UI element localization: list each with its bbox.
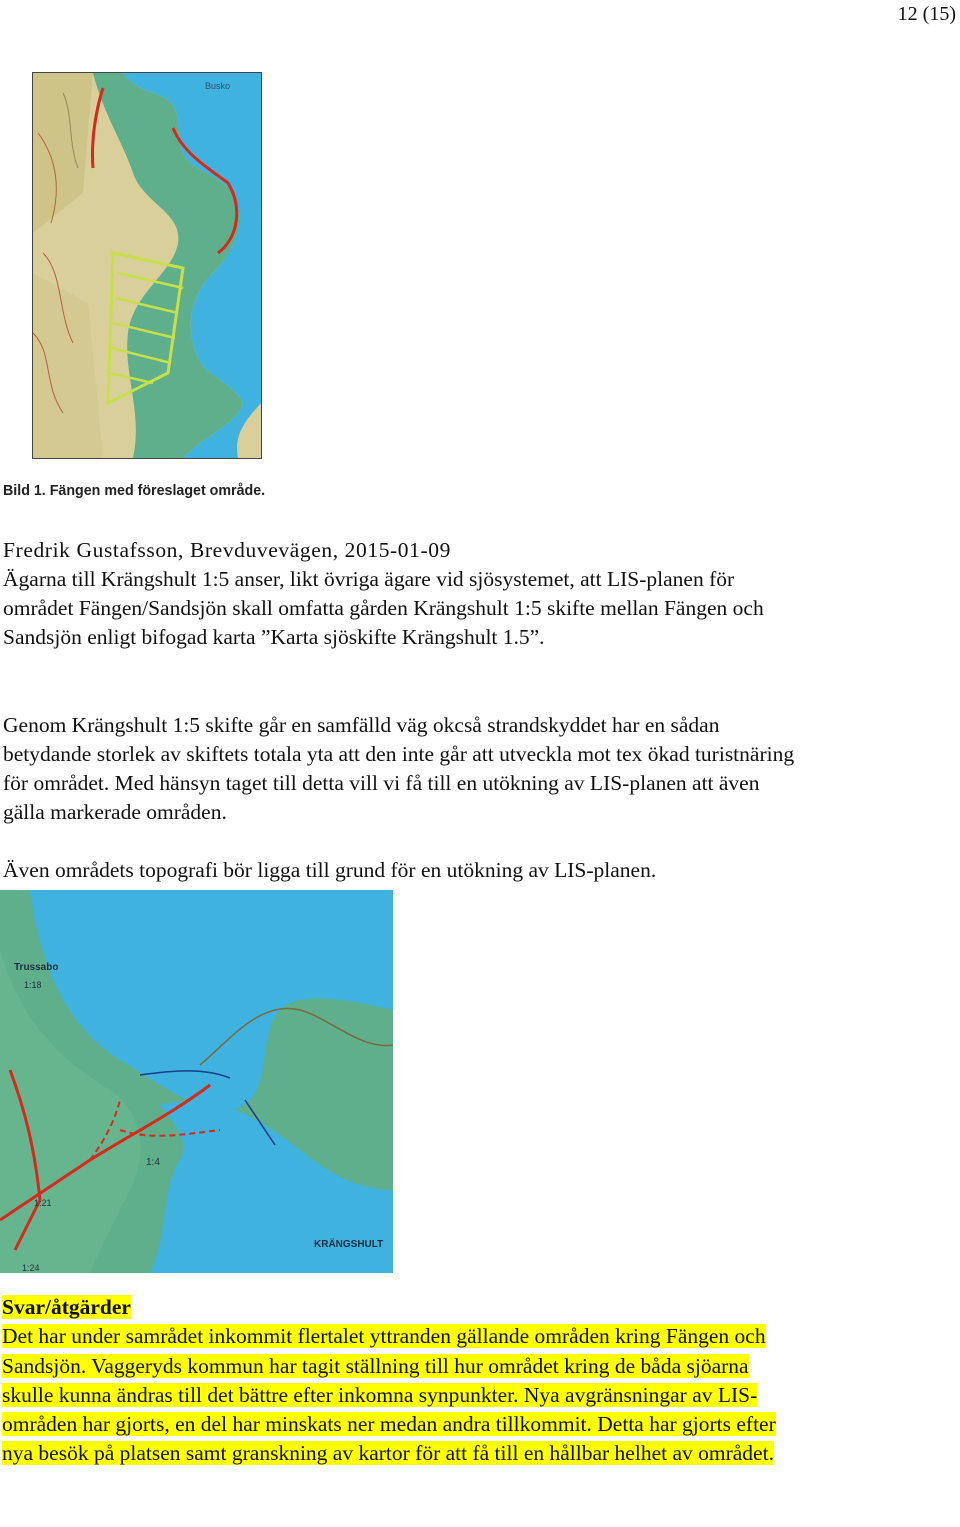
page-number: 12 (15) bbox=[897, 3, 956, 25]
map-fangen bbox=[32, 72, 262, 459]
letter-paragraph-1: Ägarna till Krängshult 1:5 anser, likt övriga ägare vid sjösystemet, att LIS-planen för området Fängen/Sandsjön skall omfatta gården Krängshult 1:5 skifte mellan Fängen och Sandsjön enligt bifogad karta ”Karta sjöskifte Krängshult 1.5”. bbox=[3, 567, 764, 649]
map2-label-trussabo: Trussabo bbox=[14, 962, 59, 973]
letter-paragraph-2: Genom Krängshult 1:5 skifte går en samfälld väg okcså strandskyddet har en sådan betydande storlek av skiftets totala yta att den inte går att utveckla mot tex ökad turistnäring för området. Med hänsyn taget till detta vill vi få till en utökning av LIS-planen att även gälla markerade områden. bbox=[3, 713, 795, 824]
answer-body: Det har under samrådet inkommit flertalet yttranden gällande områden kring Fängen och Sandsjön. Vaggeryds kommun har tagit ställning till hur området kring de båda sjöarna skulle kunna ändras till det bättre efter inkomna synpunkter. Nya avgränsningar av LIS-områden har gjorts, en del har minskats ner medan andra tillkommit. Detta har gjorts efter nya besök på platsen samt granskning av kartor för att få till en hållbar helhet av området. bbox=[2, 1324, 776, 1466]
answer-section bbox=[2, 1293, 802, 1469]
map2-label-1-24: 1:24 bbox=[22, 1263, 40, 1273]
letter-closing bbox=[3, 856, 803, 885]
letter-intro bbox=[3, 536, 803, 652]
letter-sender: Fredrik Gustafsson, Brevduvevägen, 2015-01-09 bbox=[3, 538, 451, 562]
map2-label-1-21: 1:21 bbox=[34, 1198, 52, 1208]
answer-heading: Svar/åtgärder bbox=[2, 1295, 131, 1319]
figure-caption: Bild 1. Fängen med föreslaget område. bbox=[3, 482, 266, 499]
map2-label-krangshult: KRÄNGSHULT bbox=[314, 1239, 384, 1250]
letter-paragraph-3: Även områdets topografi bör ligga till grund för en utökning av LIS-planen. bbox=[3, 858, 657, 882]
map-label-busko: Busko bbox=[205, 81, 231, 91]
map2-label-1-4: 1:4 bbox=[146, 1157, 160, 1168]
map-krangshult bbox=[0, 890, 393, 1273]
letter-body bbox=[3, 711, 803, 827]
map2-label-1-18: 1:18 bbox=[24, 980, 42, 990]
